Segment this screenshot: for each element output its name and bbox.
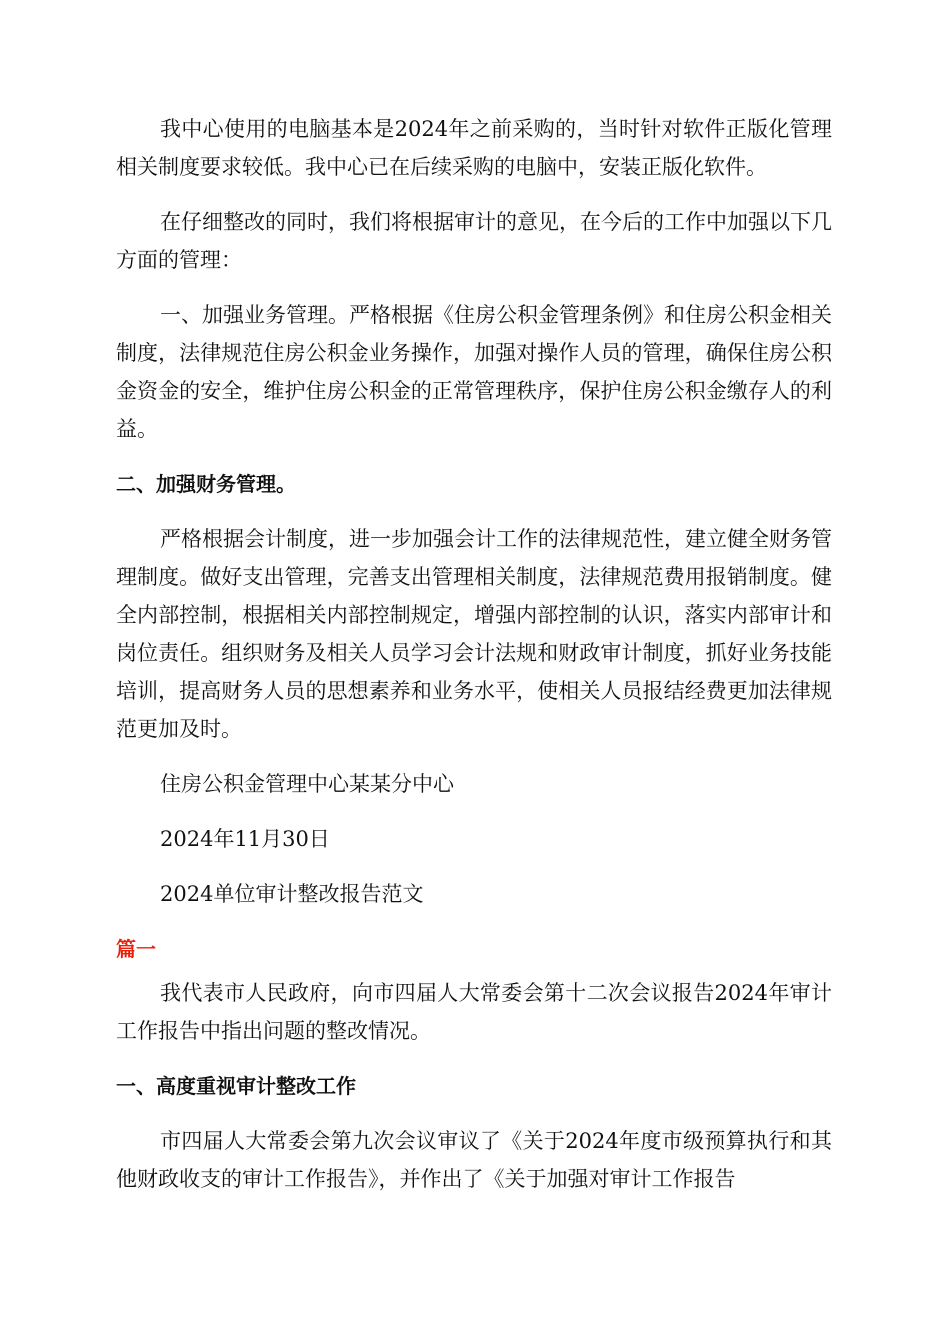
paragraph-software-licensing: 我中心使用的电脑基本是2024年之前采购的，当时针对软件正版化管理相关制度要求较低。我中心已在后续采购的电脑中，安装正版化软件。 (116, 117, 832, 179)
document-page (116, 110, 832, 1215)
paragraph-rectification-intro: 在仔细整改的同时，我们将根据审计的意见，在今后的工作中加强以下几方面的管理： (116, 210, 832, 272)
paragraph-financial-management: 严格根据会计制度，进一步加强会计工作的法律规范性，建立健全财务管理制度。做好支出管理，完善支出管理相关制度，法律规范费用报销制度。健全内部控制，根据相关内部控制规定，增强内部控制的认识，落实内部审计和岗位责任。组织财务及相关人员学习会计法规和财政审计制度，抓好业务技能培训，提高财务人员的思想素养和业务水平，使相关人员报结经费更加法律规范更加及时。 (116, 527, 832, 741)
signature-date: 2024年11月30日 (160, 827, 330, 851)
heading-financial-management: 二、加强财务管理。 (116, 472, 296, 496)
paragraph-report-intro: 我代表市人民政府，向市四届人大常委会第十二次会议报告2024年审计工作报告中指出问题的整改情况。 (116, 981, 832, 1043)
paragraph-business-management: 一、加强业务管理。严格根据《住房公积金管理条例》和住房公积金相关制度，法律规范住房公积金业务操作，加强对操作人员的管理，确保住房公积金资金的安全，维护住房公积金的正常管理秩序，保护住房公积金缴存人的利益。 (116, 303, 832, 441)
section-label: 篇一 (116, 937, 156, 961)
heading-attach-importance: 一、高度重视审计整改工作 (116, 1074, 356, 1098)
signature-organization: 住房公积金管理中心某某分中心 (160, 772, 454, 796)
document-title: 2024单位审计整改报告范文 (160, 882, 424, 906)
paragraph-committee-review: 市四届人大常委会第九次会议审议了《关于2024年度市级预算执行和其他财政收支的审计工作报告》，并作出了《关于加强对审计工作报告 (116, 1129, 832, 1191)
